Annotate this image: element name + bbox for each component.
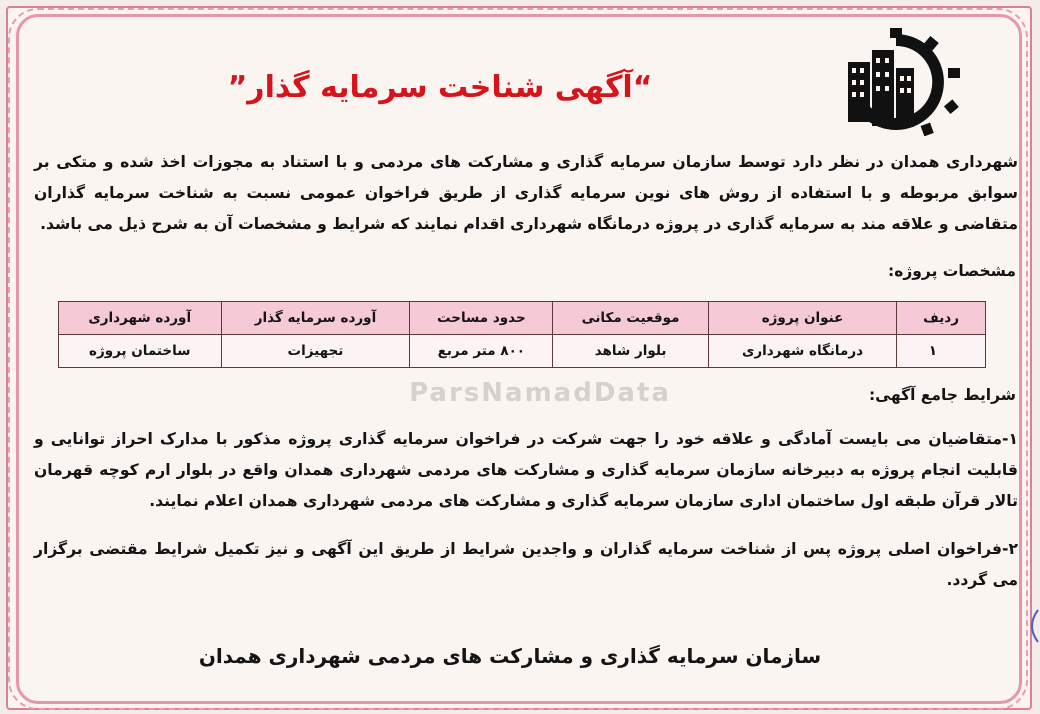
edge-bracket-icon: [1024, 606, 1040, 646]
cell-investor-contribution: تجهیزات: [221, 335, 410, 368]
notice-title: “آگهی شناخت سرمایه گذار”: [227, 70, 653, 105]
table-row: [59, 335, 986, 368]
gear-buildings-logo-icon: [828, 28, 964, 136]
project-specs-table: [58, 301, 986, 368]
header-investor-contribution: آورده سرمایه گذار: [221, 302, 410, 335]
cell-municipality-contribution: ساختمان پروژه: [59, 335, 222, 368]
cell-project-title: درمانگاه شهرداری: [708, 335, 896, 368]
conditions-label: شرایط جامع آگهی:: [868, 386, 1016, 404]
header-municipality-contribution: آورده شهرداری: [59, 302, 222, 335]
header-area: حدود مساحت: [410, 302, 553, 335]
watermark-text: ParsNamadData: [409, 378, 671, 408]
cell-row-number: ۱: [897, 335, 986, 368]
condition-item-2: ۲-فراخوان اصلی پروژه پس از شناخت سرمایه گذاران و واجدین شرایط از طریق این آگهی و نیز تکمیل شرایط مقتضی برگزار می گردد.: [34, 540, 1018, 589]
cell-location: بلوار شاهد: [553, 335, 709, 368]
header-row-number: ردیف: [897, 302, 986, 335]
cell-area: ۸۰۰ متر مربع: [410, 335, 553, 368]
header-location: موقعیت مکانی: [553, 302, 709, 335]
project-specs-label: مشخصات پروژه:: [888, 262, 1016, 280]
table-header-row: [59, 302, 986, 335]
condition-item-1: ۱-متقاضیان می بایست آمادگی و علاقه خود را جهت شرکت در فراخوان سرمایه گذاری پروژه مذکور با مدارک احراز توانایی و قابلیت انجام پروژه به دبیرخانه سازمان سرمایه گذاری و مشارکت های مردمی شهرداری همدان واقع در بلوار ارم کوچه قهرمان تالار قرآن طبقه اول ساختمان اداری سازمان سرمایه گذاری و مشارکت های مردمی شهرداری همدان اعلام نمایند.: [34, 430, 1018, 510]
intro-paragraph: شهرداری همدان در نظر دارد توسط سازمان سرمایه گذاری و مشارکت های مردمی و با استناد به مجوزات اخذ شده و متکی بر سوابق مربوطه و با استفاده از روش های نوین سرمایه گذاری از طریق فراخوان عمومی نسبت به شناخت سرمایه گذاران متقاضی و علاقه مند به سرمایه گذاری در پروژه درمانگاه شهرداری اقدام نمایند که شرایط و مشخصات آن به شرح ذیل می باشد.: [34, 153, 1018, 233]
issuer-footer: سازمان سرمایه گذاری و مشارکت های مردمی شهرداری همدان: [198, 644, 822, 668]
header-project-title: عنوان پروژه: [708, 302, 896, 335]
